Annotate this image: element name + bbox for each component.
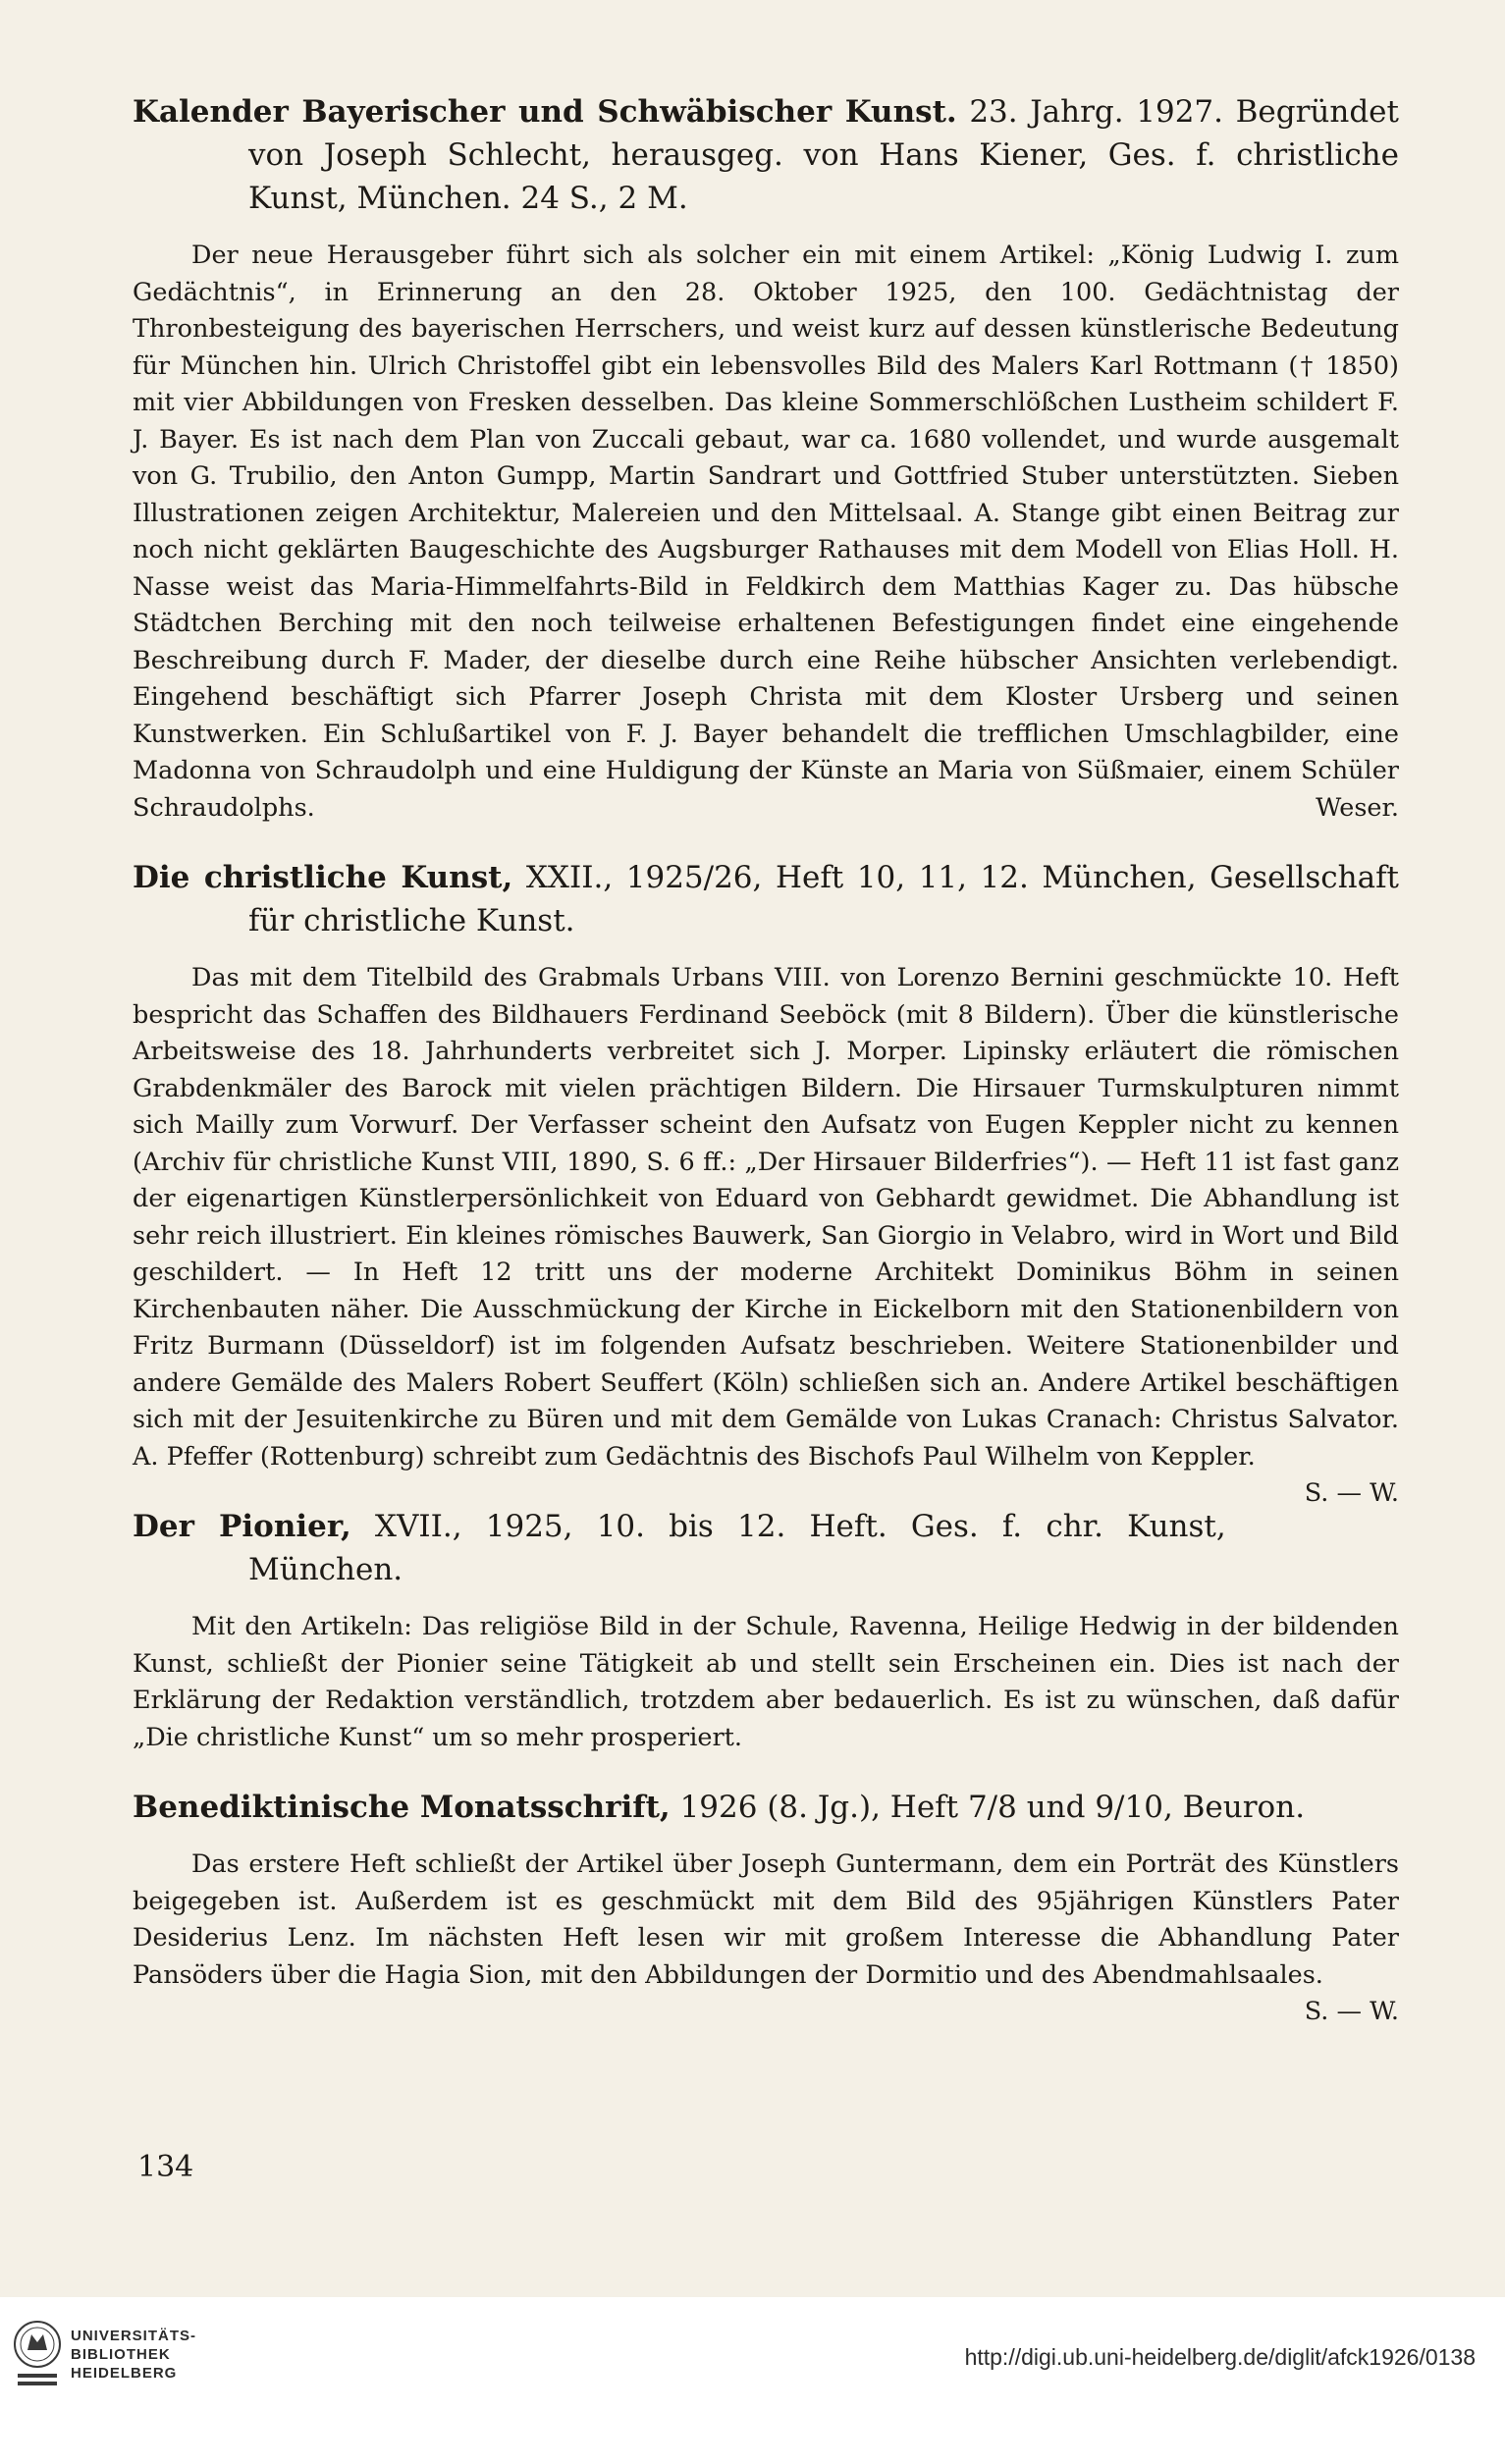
entry-heading [133,1786,1399,1829]
page-number: 134 [137,2150,194,2184]
entry-signature: Weser. [1316,792,1399,823]
entry-title: Die christliche Kunst, [133,860,513,895]
library-name-line: BIBLIOTHEK [71,2346,171,2363]
source-url[interactable]: http://digi.ub.uni-heidelberg.de/diglit/afck1926/0138 [964,2344,1476,2370]
entry-signature: S. — W. [1304,1478,1399,1508]
review-entry [133,1786,1399,2026]
library-name-line: HEIDELBERG [71,2365,178,2382]
entry-text: Mit den Artikeln: Das religiöse Bild in der Schule, Ravenna, Heilige Hedwig in der bildenden Kunst, schließt der Pionier seine Tätigkeit ab und stellt sein Erscheinen ein. Dies ist nach der Erklärung der Redaktion verständlich, trotzdem aber bedauerlich. Es ist zu wünschen, daß dafür „Die christliche Kunst“ um so mehr prosperiert. [133,1612,1399,1752]
review-entry [133,1505,1399,1756]
entry-bibliographic-details: 1926 (8. Jg.), Heft 7/8 und 9/10, Beuron. [670,1790,1306,1825]
entry-body [133,1847,1399,2026]
entry-signature: S. — W. [1304,1997,1399,2026]
entry-bibliographic-details: 23. Jahrg. 1927. Begründet von Joseph Schlecht, herausgeg. von Hans Kiener, Ges. f. christliche Kunst, München. 24 S., 2 M. [248,94,1399,216]
library-name [71,2327,196,2383]
library-name-line: UNIVERSITÄTS- [71,2328,197,2344]
entry-bibliographic-details: XVII., 1925, 10. bis 12. Heft. Ges. f. chr. Kunst, München. [248,1509,1226,1587]
page-content [133,90,1399,2031]
review-entry [133,856,1399,1508]
entry-title: Kalender Bayerischer und Schwäbischer Kunst. [133,94,957,130]
entry-body [133,960,1399,1508]
entry-title: Benediktinische Monatsschrift, [133,1790,671,1825]
entry-text: Der neue Herausgeber führt sich als solcher ein mit einem Artikel: „König Ludwig I. zum Gedächtnis“, in Erinnerung an den 28. Oktober 1925, den 100. Gedächtnistag der Thronbesteigung des bayerischen Herrschers, und weist kurz auf dessen künstlerische Bedeutung für München hin. Ulrich Christoffel gibt ein lebensvolles Bild des Malers Karl Rottmann († 1850) mit vier Abbildungen von Fresken desselben. Das kleine Sommerschlößchen Lustheim schildert F. J. Bayer. Es ist nach dem Plan von Zuccali gebaut, war ca. 1680 vollendet, und wurde ausgemalt von G. Trubilio, den Anton Gumpp, Martin Sandrart und Gottfried Stuber unterstützten. Sieben Illustrationen zeigen Architektur, Malereien und den Mittelsaal. A. Stange gibt einen Beitrag zur noch nicht geklärten Baugeschichte des Augsburger Rathauses mit dem Modell von Elias Holl. H. Nasse weist das Maria-Himmelfahrts-Bild in Feldkirch dem Matthias Kager zu. Das hübsche Städtchen Berching mit den noch teilweise erhaltenen Befestigungen findet eine eingehende Beschreibung durch F. Mader, der dieselbe durch eine Reihe hübscher Ansichten verlebendigt. Eingehend beschäftigt sich Pfarrer Joseph Christa mit dem Kloster Ursberg und seinen Kunstwerken. Ein Schlußartikel von F. J. Bayer behandelt die trefflichen Umschlagbilder, eine Madonna von Schraudolph und eine Huldigung der Künste an Maria von Süßmaier, einem Schüler Schraudolphs. [133,241,1399,823]
entry-bibliographic-details: XXII., 1925/26, Heft 10, 11, 12. München, Gesellschaft für christliche Kunst. [248,860,1399,938]
entry-body [133,238,1399,827]
entry-text: Das mit dem Titelbild des Grabmals Urbans VIII. von Lorenzo Bernini geschmückte 10. Heft bespricht das Schaffen des Bildhauers Ferdinand Seeböck (mit 8 Bildern). Über die künstlerische Arbeitsweise des 18. Jahrhunderts verbreitet sich J. Morper. Lipinsky erläutert die römischen Grabdenkmäler des Barock mit vielen prächtigen Bildern. Die Hirsauer Turmskulpturen nimmt sich Mailly zum Vorwurf. Der Verfasser scheint den Aufsatz von Eugen Keppler nicht zu kennen (Archiv für christliche Kunst VIII, 1890, S. 6 ff.: „Der Hirsauer Bilderfries“). — Heft 11 ist fast ganz der eigenartigen Künstlerpersönlichkeit von Eduard von Gebhardt gewidmet. Die Abhandlung ist sehr reich illustriert. Ein kleines römisches Bauwerk, San Giorgio in Velabro, wird in Wort und Bild geschildert. — In Heft 12 tritt uns der moderne Architekt Dominikus Böhm in seinen Kirchenbauten näher. Die Ausschmückung der Kirche in Eickelborn mit den Stationenbildern von Fritz Burmann (Düsseldorf) ist im folgenden Aufsatz beschrieben. Weitere Stationenbilder und andere Gemälde des Malers Robert Seuffert (Köln) schließen sich an. Andere Artikel beschäftigen sich mit der Jesuitenkirche zu Büren und mit dem Gemälde von Lukas Cranach: Christus Salvator. A. Pfeffer (Rottenburg) schreibt zum Gedächtnis des Bischofs Paul Wilhelm von Keppler. [133,963,1399,1472]
review-entry [133,90,1399,827]
entry-title: Der Pionier, [133,1509,351,1544]
heidelberg-university-seal-icon [12,2319,63,2389]
entry-heading [133,1505,1399,1591]
entry-heading [133,90,1399,220]
digitization-footer [0,2297,1505,2464]
entry-heading [133,856,1399,942]
entry-text: Das erstere Heft schließt der Artikel über Joseph Guntermann, dem ein Porträt des Künstlers beigegeben ist. Außerdem ist es geschmückt mit dem Bild des 95jährigen Künstlers Pater Desiderius Lenz. Im nächsten Heft lesen wir mit großem Interesse die Abhandlung Pater Pansöders über die Hagia Sion, mit den Abbildungen der Dormitio und des Abendmahlsaales. [133,1849,1399,1990]
entry-body [133,1609,1399,1756]
